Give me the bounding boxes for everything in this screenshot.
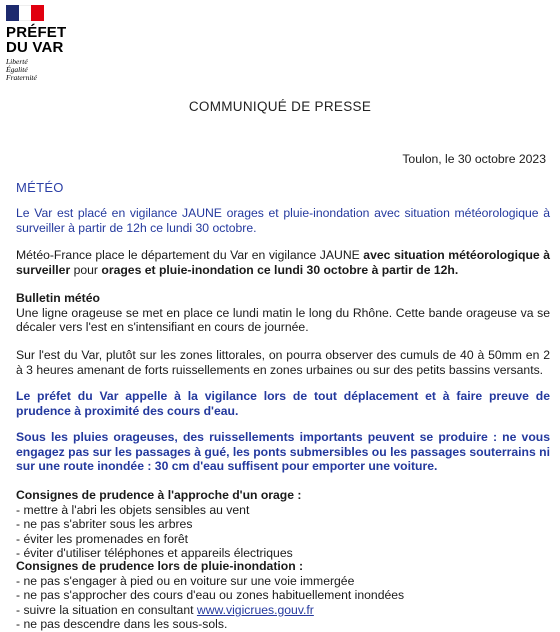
appeal-text: Le préfet du Var appelle à la vigilance lors de tout déplacement et à faire preuve de prudence à proximité des cours d'eau. (16, 389, 550, 418)
storm-list (16, 503, 550, 561)
section-heading: MÉTÉO (16, 180, 64, 195)
vigilance-text-d: orages et pluie-inondation ce lundi 30 octobre à partir de 12h. (101, 262, 459, 277)
logo-line-1: PRÉFET (6, 24, 67, 41)
list-item: - ne pas s'abriter sous les arbres (16, 517, 193, 532)
list-item: - ne pas s'engager à pied ou en voiture sur une voie immergée (16, 573, 355, 588)
list-item: - ne pas s'approcher des cours d'eau ou zones habituellement inondées (16, 588, 405, 603)
lead-paragraph (16, 206, 550, 235)
appeal-block (16, 389, 550, 418)
list-item: - éviter d'utiliser téléphones et appareils électriques (16, 546, 293, 561)
flood-list (16, 574, 550, 632)
list-item (16, 603, 550, 618)
list-item: - ne pas descendre dans les sous-sols. (16, 617, 228, 632)
list-item: - éviter les promenades en forêt (16, 531, 189, 546)
motto-egalite: Égalité (6, 65, 28, 74)
bulletin-heading: Bulletin météo (16, 291, 100, 305)
storm-instructions (16, 488, 550, 561)
east-text: Sur l'est du Var, plutôt sur les zones littorales, on pourra observer des cumuls de 40 à 50mm en 2 à 3 heures amenant de forts ruissellements en zones urbaines ou sur des petits bassins versants. (16, 348, 550, 377)
paragraph-vigilance (16, 248, 550, 277)
vigilance-text-c: pour (70, 262, 102, 277)
flood-instructions (16, 559, 550, 632)
storm-heading: Consignes de prudence à l'approche d'un orage : (16, 488, 302, 502)
vigilance-text (16, 248, 550, 277)
document-date: Toulon, le 30 octobre 2023 (402, 152, 546, 166)
prefecture-logo (6, 5, 86, 82)
logo-motto (6, 58, 86, 82)
paragraph-east (16, 348, 550, 377)
follow-prefix: - suivre la situation en consultant (16, 602, 197, 617)
warning-block (16, 430, 550, 474)
flood-heading: Consignes de prudence lors de pluie-inondation : (16, 559, 304, 573)
list-item: - mettre à l'abri les objets sensibles au vent (16, 502, 250, 517)
lead-text: Le Var est placé en vigilance JAUNE orages et pluie-inondation avec situation météorologique à surveiller à partir de 12h ce lundi 30 octobre. (16, 206, 550, 235)
vigilance-text-a: Météo-France place le département du Var en vigilance JAUNE (16, 248, 364, 262)
page-title: COMMUNIQUÉ DE PRESSE (188, 99, 372, 114)
motto-fraternite: Fraternité (6, 73, 37, 82)
bulletin-block (16, 291, 550, 335)
logo-line-2: DU VAR (6, 39, 64, 56)
motto-liberte: Liberté (6, 57, 28, 66)
bulletin-text: Une ligne orageuse se met en place ce lundi matin le long du Rhône. Cette bande orageuse va se décaler vers l'est en s'intensifiant en cours de journée. (16, 305, 550, 335)
warning-text: Sous les pluies orageuses, des ruissellements importants peuvent se produire : ne vous engagez pas sur les passages à gué, les ponts submersibles ou les passages souterrains ni sur une route inondée : 30 cm d'eau suffisent pour emporter une voiture. (16, 430, 550, 474)
vigilance-text-b: avec situation météorologique à surveiller (16, 248, 550, 277)
marianne-flag-icon (6, 5, 44, 21)
vigicrues-link[interactable]: www.vigicrues.gouv.fr (196, 602, 314, 617)
